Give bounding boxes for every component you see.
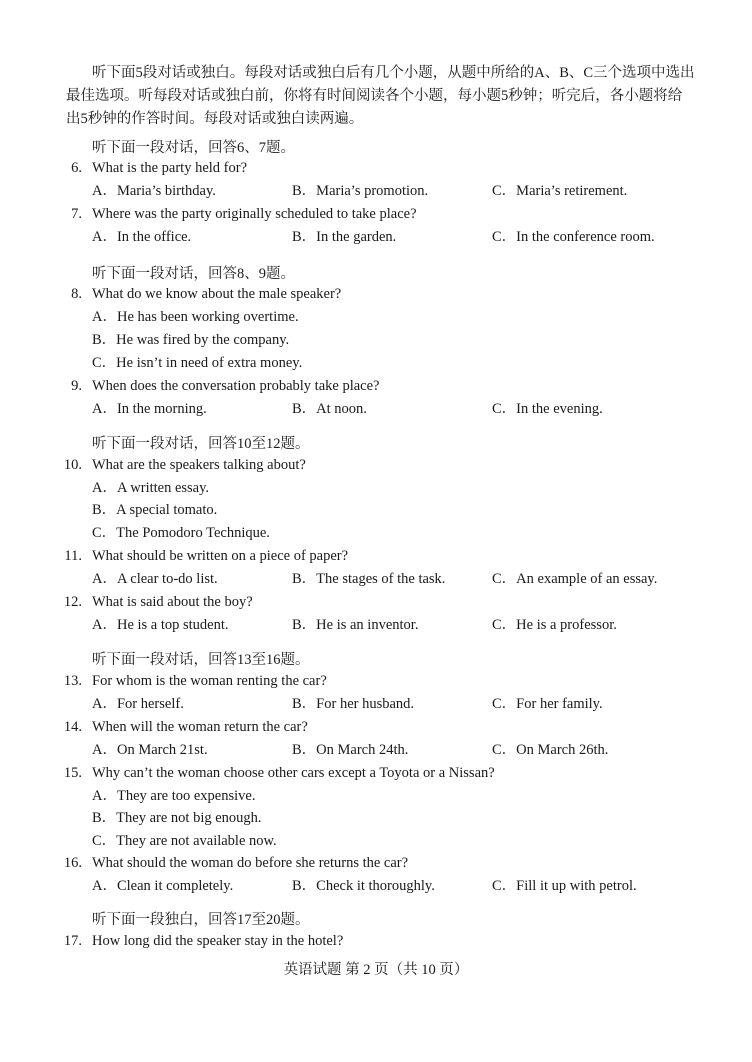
option-b: B．At noon. — [292, 401, 367, 417]
option-c: C．The Pomodoro Technique. — [92, 525, 270, 541]
option-a: A．He has been working overtime. — [92, 309, 299, 325]
question-number: 13. — [63, 673, 82, 689]
option-b: B．The stages of the task. — [292, 571, 446, 587]
option-a: A．In the morning. — [92, 401, 207, 417]
option-c: C．In the evening. — [492, 401, 603, 417]
question-text: How long did the speaker stay in the hotel? — [92, 933, 344, 949]
option-c: C．Maria’s retirement. — [492, 183, 628, 199]
question-text: What should the woman do before she returns the car? — [92, 855, 409, 871]
question-text: Where was the party originally scheduled to take place? — [92, 206, 417, 222]
question-text: When does the conversation probably take place? — [92, 378, 380, 394]
option-a: A．Clean it completely. — [92, 878, 234, 894]
option-b: B．For her husband. — [292, 696, 415, 712]
option-b: B．A special tomato. — [92, 502, 218, 518]
question-number: 14. — [63, 719, 82, 735]
option-a: A．A written essay. — [92, 480, 210, 496]
question-number: 7. — [71, 206, 82, 222]
option-c: C．He isn’t in need of extra money. — [92, 355, 303, 371]
question-text: What should be written on a piece of paper? — [92, 548, 349, 564]
option-b: B．He was fired by the company. — [92, 332, 290, 348]
option-b: B．Maria’s promotion. — [292, 183, 429, 199]
option-c: C．Fill it up with petrol. — [492, 878, 637, 894]
question-text: What are the speakers talking about? — [92, 457, 306, 473]
option-a: A．They are too expensive. — [92, 788, 256, 804]
instructions-text: 听下面5段对话或独白。每段对话或独白后有几个小题，从题中所给的A、B、C三个选项中选出最佳选项。听每段对话或独白前，你将有时间阅读各个小题，每小题5秒钟；听完后，各小题将给出5秒钟的作答时间。每段对话或独白读两遍。 — [66, 65, 695, 127]
question-number: 16. — [63, 855, 82, 871]
option-b: B．On March 24th. — [292, 742, 409, 758]
option-c: C．On March 26th. — [492, 742, 609, 758]
option-a: A．On March 21st. — [92, 742, 208, 758]
question-text: What do we know about the male speaker? — [92, 286, 342, 302]
question-number: 8. — [71, 286, 82, 302]
option-c: C．For her family. — [492, 696, 603, 712]
page-footer: 英语试题 第 2 页（共 10 页） — [283, 962, 469, 978]
question-number: 15. — [63, 765, 82, 781]
section-header: 听下面一段对话，回答10至12题。 — [92, 436, 310, 452]
question-number: 17. — [63, 933, 82, 949]
option-b: B．He is an inventor. — [292, 617, 419, 633]
option-b: B．They are not big enough. — [92, 810, 262, 826]
option-c: C．They are not available now. — [92, 833, 277, 849]
option-b: B．In the garden. — [292, 229, 397, 245]
option-c: C．An example of an essay. — [492, 571, 658, 587]
question-number: 6. — [71, 160, 82, 176]
question-text: For whom is the woman renting the car? — [92, 673, 327, 689]
question-text: What is said about the boy? — [92, 594, 253, 610]
option-a: A．Maria’s birthday. — [92, 183, 216, 199]
option-b: B．Check it thoroughly. — [292, 878, 435, 894]
option-c: C．He is a professor. — [492, 617, 617, 633]
question-text: What is the party held for? — [92, 160, 248, 176]
question-number: 11. — [64, 548, 82, 564]
section-header: 听下面一段独白，回答17至20题。 — [92, 912, 310, 928]
option-a: A．For herself. — [92, 696, 184, 712]
option-c: C．In the conference room. — [492, 229, 655, 245]
section-header: 听下面一段对话，回答13至16题。 — [92, 652, 310, 668]
question-text: When will the woman return the car? — [92, 719, 308, 735]
question-text: Why can’t the woman choose other cars except a Toyota or a Nissan? — [92, 765, 495, 781]
option-a: A．He is a top student. — [92, 617, 229, 633]
question-number: 9. — [71, 378, 82, 394]
section-header: 听下面一段对话，回答8、9题。 — [92, 266, 295, 282]
question-number: 10. — [63, 457, 82, 473]
section-header: 听下面一段对话，回答6、7题。 — [92, 140, 295, 156]
option-a: A．In the office. — [92, 229, 192, 245]
question-number: 12. — [63, 594, 82, 610]
option-a: A．A clear to-do list. — [92, 571, 218, 587]
listening-instructions — [66, 62, 696, 131]
